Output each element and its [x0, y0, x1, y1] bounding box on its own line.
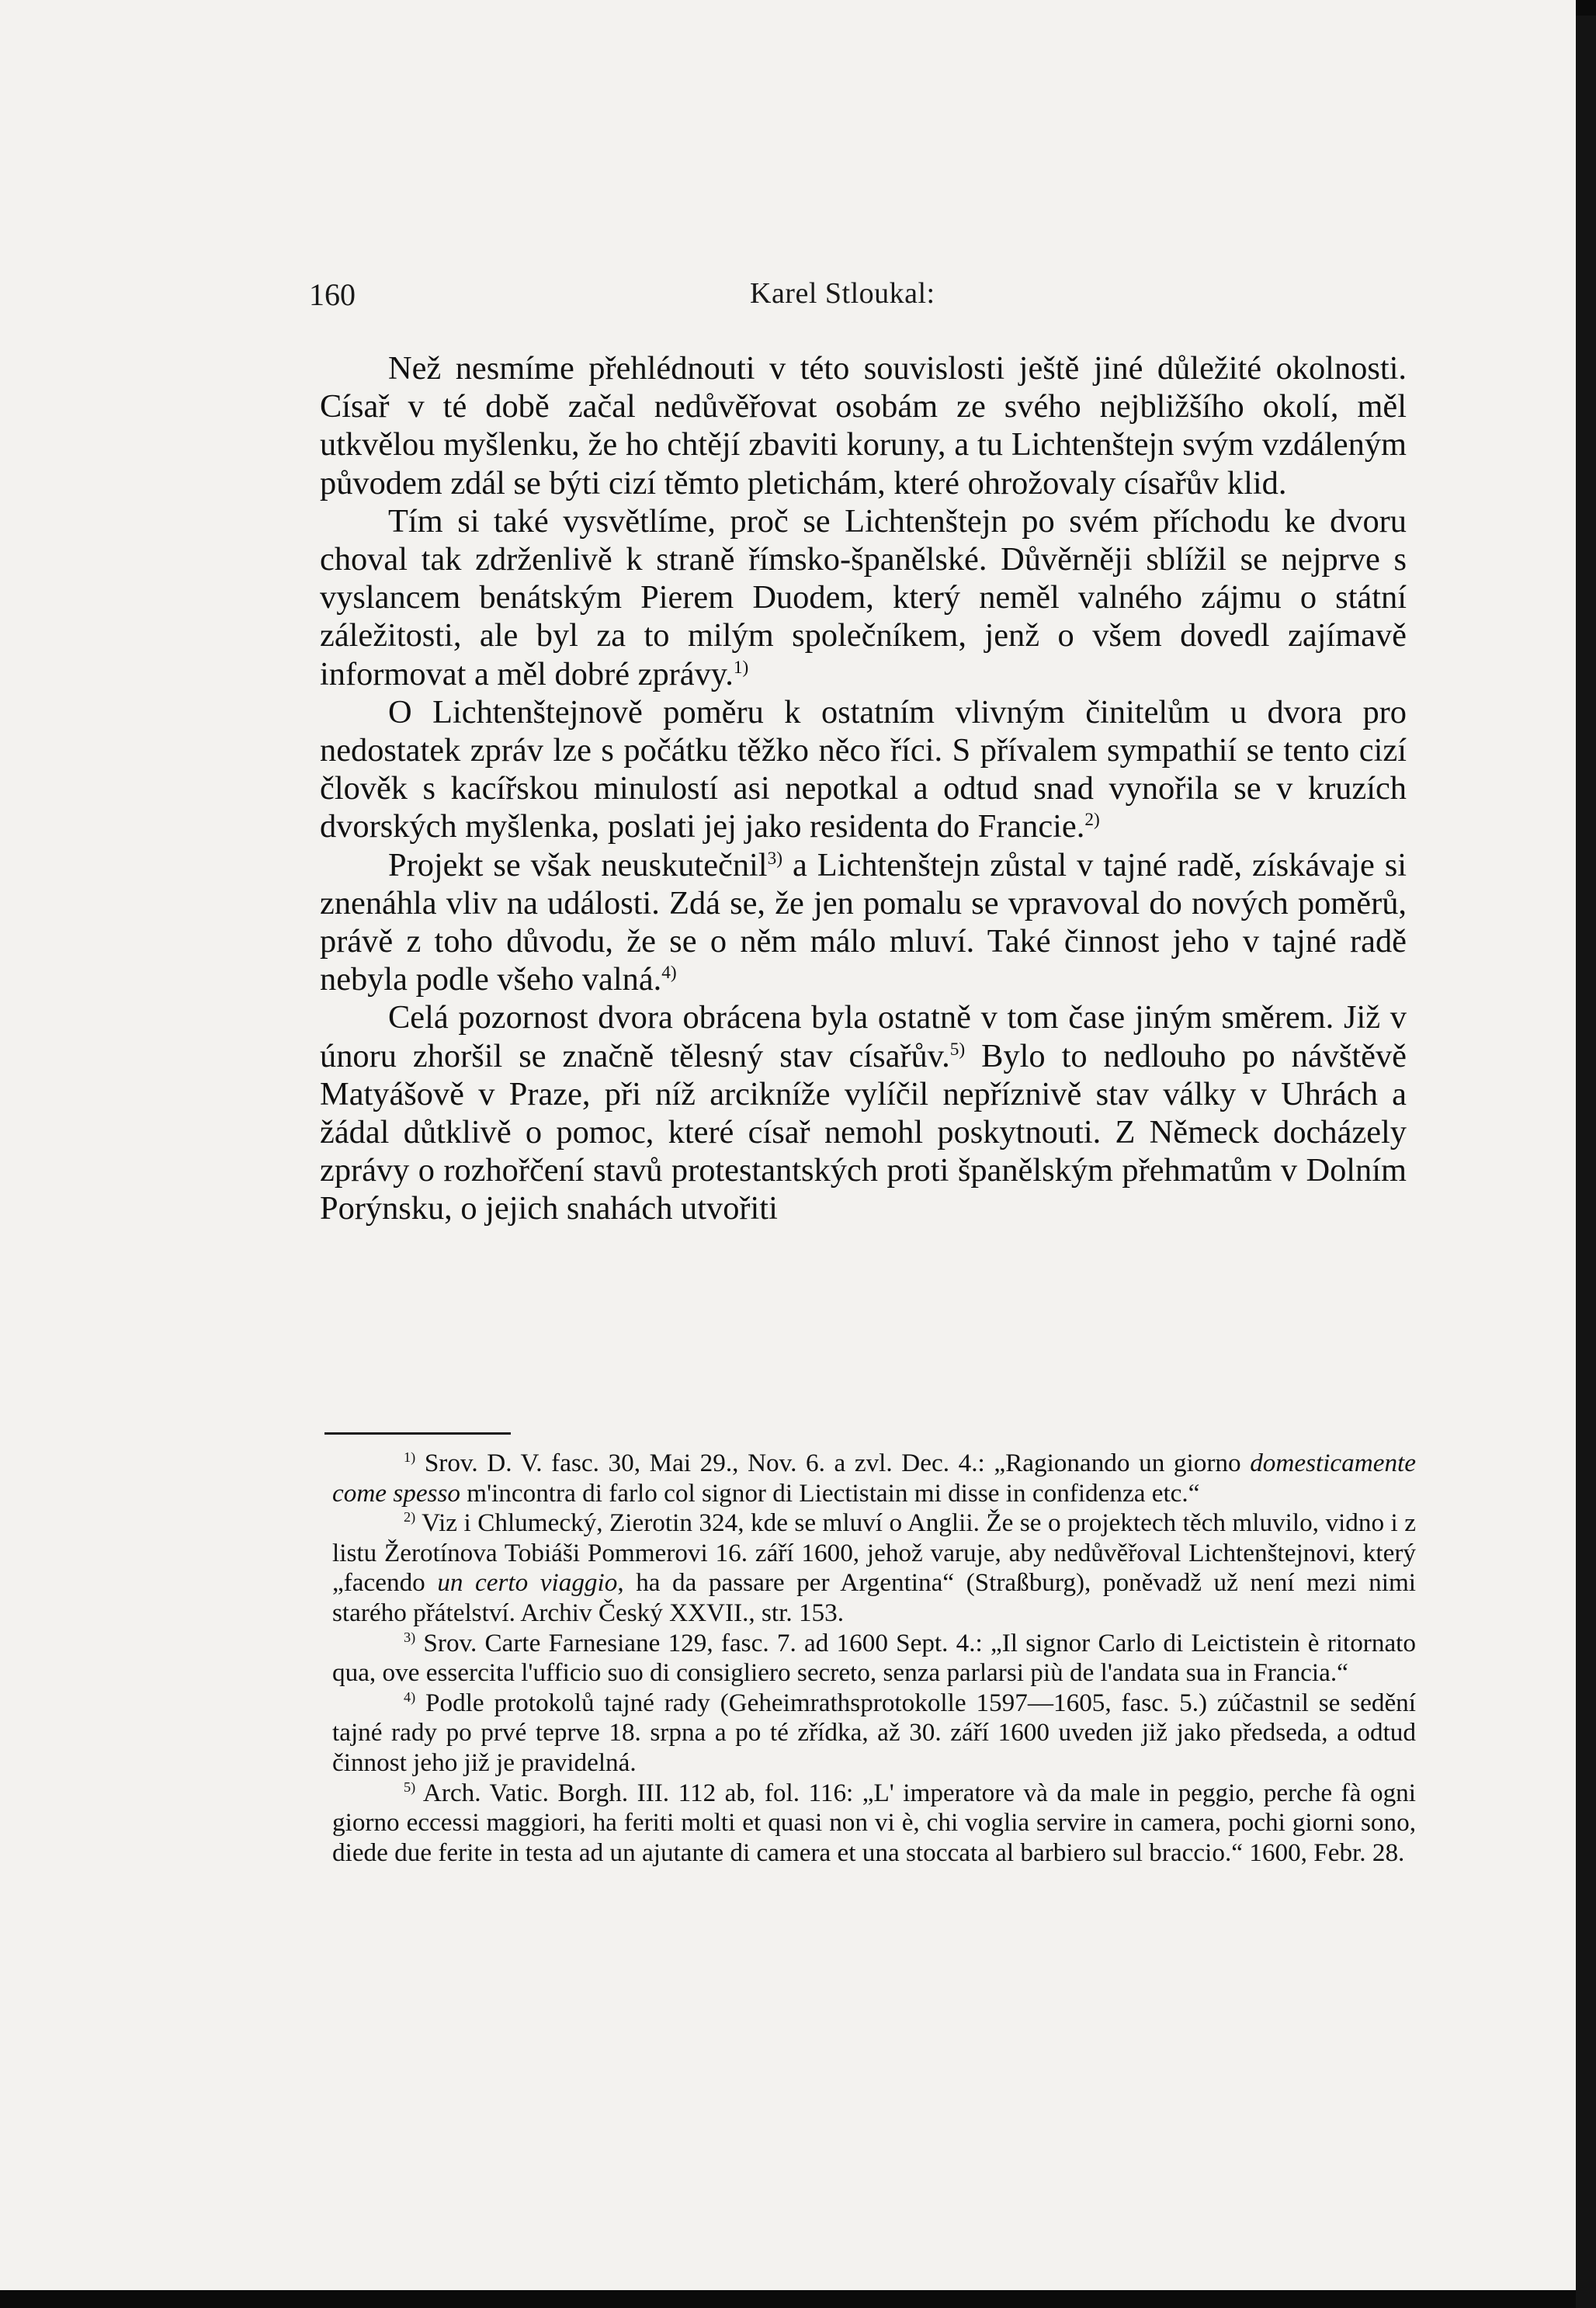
- footnote-mark: 3): [404, 1629, 416, 1645]
- footnote-reference: 3): [767, 848, 783, 869]
- footnote: $^{2)}$ Viz i Chlumecký, Zierotin 324, kde se mluví o Anglii. Že se o projektech těch mluvilo, vidno i z listu Žerotínova Tobiáši Pommerovi 16. září 1600, jehož varuje, aby nedůvěřoval Lichtenštejnovi, který „facendo un certo viaggio, ha da passare per Argentina“ (Straßburg), poněvadž už není mezi nimi starého přátelství. Archiv Český XXVII., str. 153.: [332, 1508, 1416, 1627]
- footnote-mark: 2): [404, 1509, 416, 1525]
- footnotes: [332, 1449, 1416, 1868]
- page-number: 160: [309, 277, 356, 312]
- footnote: $^{3)}$ Srov. Carte Farnesiane 129, fasc. 7. ad 1600 Sept. 4.: „Il signor Carlo di Leictistein è ritornato qua, ove essercita l'ufficio suo di consigliero secreto, senza parlarsi più de l'andata sua in Francia.“: [332, 1628, 1416, 1688]
- main-text: [320, 349, 1407, 1228]
- footnote-reference: 2): [1084, 810, 1100, 831]
- paragraph: Projekt se však neuskutečnil$^{3)}$ a Lichtenštejn zůstal v tajné radě, získávaje si znenáhla vliv na události. Zdá se, že jen pomalu se vpravoval do nových poměrů, právě z toho důvodu, že se o něm málo mluví. Také činnost jeho v tajné radě nebyla podle všeho valná.$^{4)}$: [320, 846, 1407, 998]
- paragraph: O Lichtenštejnově poměru k ostatním vlivným činitelům u dvora pro nedostatek zpráv lze s počátku těžko něco říci. S přívalem sympathií se tento cizí člověk s kacířskou minulostí asi nepotkal a odtud snad vynořila se v kruzích dvorských myšlenka, poslati jej jako residenta do Francie.$^{2)}$: [320, 693, 1407, 845]
- footnote-mark: 5): [404, 1779, 416, 1795]
- footnote-reference: 1): [733, 657, 749, 678]
- footnote-mark: 1): [404, 1449, 416, 1465]
- footnote-reference: 4): [661, 963, 677, 984]
- footnote-mark: 4): [404, 1688, 416, 1705]
- running-head: Karel Stloukal:: [750, 277, 935, 310]
- footnote-reference: 5): [949, 1039, 966, 1060]
- footnote-rule: [324, 1432, 511, 1435]
- scan-edge: [1576, 16, 1596, 2308]
- paragraph: Tím si také vysvětlíme, proč se Lichtenštejn po svém příchodu ke dvoru choval tak zdrženlivě k straně římsko-španělské. Důvěrněji sblížil se nejprve s vyslancem benátským Pierem Duodem, který neměl valného zájmu o státní záležitosti, ale byl za to milým společníkem, jenž o všem dovedl zajímavě informovat a měl dobré zprávy.$^{1)}$: [320, 502, 1407, 692]
- paragraph: Než nesmíme přehlédnouti v této souvislosti ještě jiné důležité okolnosti. Císař v té době začal nedůvěřovat osobám ze svého nejbližšího okolí, měl utkvělou myšlenku, že ho chtějí zbaviti koruny, a tu Lichtenštejn svým vzdáleným původem zdál se býti cizí těmto pletichám, které ohrožovaly císařův klid.: [320, 350, 1407, 502]
- page-header: [0, 276, 1576, 315]
- footnote: $^{5)}$ Arch. Vatic. Borgh. III. 112 ab, fol. 116: „L' imperatore và da male in peggio, perche fà ogni giorno eccessi maggiori, ha feriti molti et quasi non vi è, chi voglia servire in camera, pochi giorni sono, diede due ferite in testa ad un ajutante di camera et una stoccata al barbiero sul braccio.“ 1600, Febr. 28.: [332, 1778, 1416, 1867]
- footnote: $^{4)}$ Podle protokolů tajné rady (Geheimrathsprotokolle 1597—1605, fasc. 5.) zúčastnil se sedění tajné rady po prvé teprve 18. srpna a po té zřídka, až 30. září 1600 uveden již jako předseda, a odtud činnost jeho již je pravidelná.: [332, 1688, 1416, 1777]
- footnote: $^{1)}$ Srov. D. V. fasc. 30, Mai 29., Nov. 6. a zvl. Dec. 4.: „Ragionando un giorno domesticamente come spesso m'incontra di farlo col signor di Liectistain mi disse in confidenza etc.“: [332, 1449, 1416, 1508]
- paragraph: Celá pozornost dvora obrácena byla ostatně v tom čase jiným směrem. Již v únoru zhoršil se značně tělesný stav císařův.$^{5)}$ Bylo to nedlouho po návštěvě Matyášově v Praze, při níž arcikníže vylíčil nepříznivě stav války v Uhrách a žádal důtklivě o pomoc, které císař nemohl poskytnouti. Z Německ docházely zprávy o rozhořčení stavů protestantských proti španělským přehmatům v Dolním Porýnsku, o jejich snahách utvořiti: [320, 999, 1407, 1227]
